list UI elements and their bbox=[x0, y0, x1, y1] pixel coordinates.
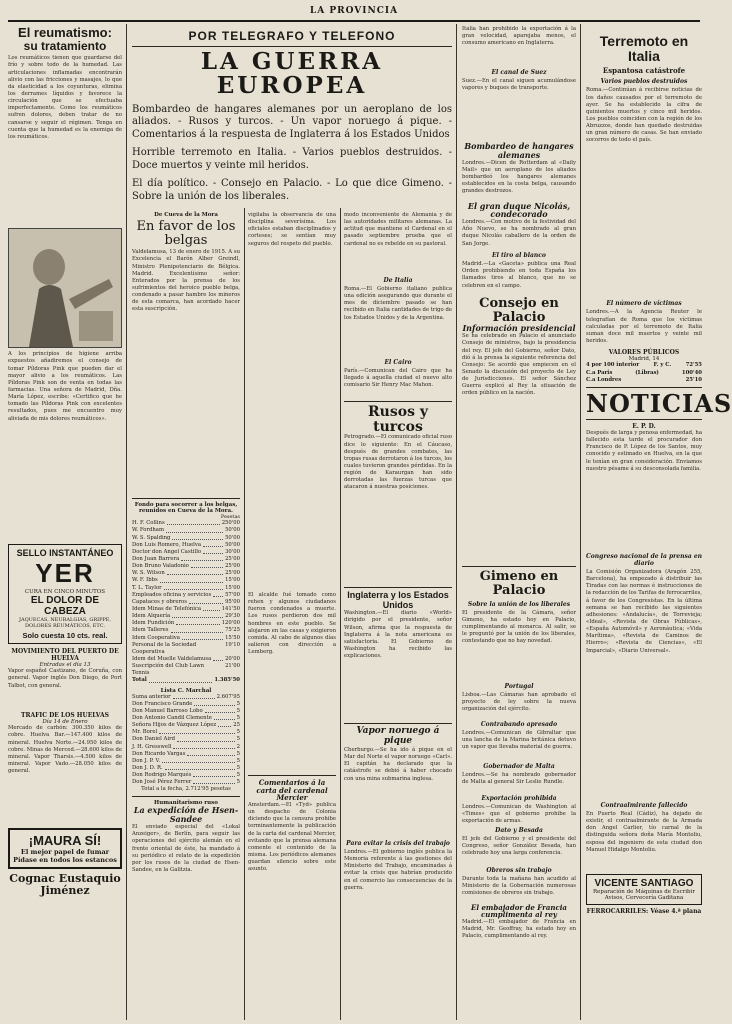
ambassador-title: El embajador de Francia cumplimenta al rey bbox=[471, 902, 567, 920]
list-item-name: Don Juan Barrera bbox=[132, 555, 180, 562]
ferrocarriles-note: FERROCARRILES: Véase 4.ª plana bbox=[586, 907, 702, 915]
list-item bbox=[132, 577, 240, 584]
list-item-amount: 15'50 bbox=[225, 634, 240, 641]
humanitarian-head: La expedición de Hsen-Sandee bbox=[133, 805, 239, 825]
list-item-name: W. S. Spalding bbox=[132, 534, 171, 541]
column-6 bbox=[586, 26, 732, 1020]
list-item bbox=[132, 715, 240, 722]
table-row bbox=[586, 377, 702, 384]
yer-line1: CURA EN CINCO MINUTOS bbox=[24, 589, 106, 596]
cairo-title: El Cairo bbox=[384, 359, 412, 366]
nicolas-body: Londres.—Con motivo de la festividad del Año Nuevo, se ha nombrado al gran duque Nicolás caballero de la orden de San Jorge. bbox=[462, 219, 576, 247]
list-item-amount: 95'00 bbox=[225, 598, 240, 605]
belgas-body: Valdelamusa, 13 de enero de 1915. A su Excelencia el Barón Alber Greindl, Ministro Plenipotenciario de Bélgica. Madrid. Excelentísimo señor: Enterados por la prensa de los sufrimientos del heroico pueblo belga, condenado a pasar hambre los mineros de esta comarca, han acordado hacer esta suscripción. bbox=[132, 249, 240, 313]
list-item bbox=[132, 736, 240, 743]
shot-title: El tiro al blanco bbox=[492, 252, 546, 260]
gimeno-title: Gimeno en Palacio bbox=[479, 569, 559, 598]
quake-sub-1: Varios pueblos destruidos bbox=[600, 78, 688, 86]
yer-advert bbox=[8, 544, 122, 644]
noticias-body: Después de larga y penosa enfermedad, ha fallecido esta tarde el procurador don Francisco de P. López de los Santos, muy conocido y estimado en Huelva, en la que le tenían en gran consideración. Enviamos nuestro pésame á su desconsolada familia. bbox=[586, 429, 702, 472]
maura-line2: Pídase en todos los estancos bbox=[13, 856, 117, 865]
column-rule bbox=[580, 24, 581, 1020]
contraband-title: Contrabando apresado bbox=[480, 720, 558, 728]
cognac-advert: Cognac Eustaquio Jiménez bbox=[9, 872, 121, 897]
wheat-body: Londres.—El gobierno inglés publica la Memoria referente á las gestiones del Ministerio del Trabajo, encaminadas á evitar la crisis que habrían producido en el comercio las consecuencias de la guerra. bbox=[344, 849, 452, 891]
list-item-amount: 5 bbox=[236, 707, 240, 714]
quake-deck: Espantosa catástrofe bbox=[602, 66, 686, 76]
list-item-amount: 5 bbox=[236, 700, 240, 707]
list-item-name: Don J. D. R. bbox=[132, 764, 163, 771]
england-body: Washington.—El diario «World» dirigido por el presidente, señor Wilson, afirma que la respuesta de Inglaterra á la nota americana es satisfactoria. El Gobierno de Washington ha recibido las explicaciones. bbox=[344, 610, 452, 660]
list-item bbox=[132, 663, 240, 677]
column-3 bbox=[248, 212, 336, 1020]
portugal-body: Lisboa.—Las Cámaras han aprobado el proyecto de ley sobre la nueva organización del ejército. bbox=[462, 691, 576, 712]
marchal-list bbox=[132, 694, 240, 787]
col3-body-1: vigilaba la observancia de una disciplina severísima. Los oficiales estaban disciplinados y corteses; se sentían muy seguros del respeto del pueblo. bbox=[248, 212, 336, 247]
death-body: En Puerto Real (Cádiz), ha dejado de existir, el contraalmirante de la Armada don Angel Carlier, tío carnal de la distinguida señora doña María Montoliu, esposa del ingeniero de esta ciudad don Manuel Hidalgo Montoliu. bbox=[586, 810, 702, 853]
maura-title: ¡MAURA SÍ! bbox=[28, 833, 102, 849]
reuma-headline-1: El reumatismo: bbox=[18, 25, 112, 40]
paper-name: LA PROVINCIA bbox=[309, 6, 399, 16]
list-item-amount: 57'00 bbox=[225, 591, 240, 598]
list-item-amount: 25 bbox=[233, 722, 240, 729]
values-date: Madrid, 14 bbox=[628, 356, 660, 363]
values-cell: C.a Paris bbox=[586, 369, 613, 376]
vicente-advert bbox=[586, 874, 702, 905]
col5-body-1: Italia han prohibido la exportación á la gran velocidad, aparejaba menos, el consumo americano en Inglaterra. bbox=[462, 26, 576, 47]
deck-3: El día político. - Consejo en Palacio. - Lo que dice Gimeno. - Sobre la unión de los liberales. bbox=[132, 178, 452, 202]
quake-body-2: Londres.—A la Agencia Reuter le telegrafían de Roma que los víctimas calculadas por el terremoto de Italia suman doce mil muertos y veinte mil heridos. bbox=[586, 309, 702, 344]
russians-title: Rusos y turcos bbox=[368, 404, 428, 435]
belgas-list-title: Fondo para socorrer a los belgas, reunidos en Cueva de la Mora. bbox=[134, 502, 238, 515]
column-2 bbox=[132, 212, 240, 1020]
list-item-name: J. H. Gresswell bbox=[132, 743, 172, 750]
council-sub: Información presidencial bbox=[462, 323, 576, 334]
workers-body: Durante toda la mañana han acudido al Ministerio de la Gobernación numerosas comisiones de obreros sin trabajo. bbox=[462, 875, 576, 896]
list-item-name: Don Rodrigo Marqués bbox=[132, 772, 192, 779]
list-item-amount: 25'00 bbox=[225, 563, 240, 570]
export-body: Londres.—Comunican de Washington al «Times» que el gobierno prohibe la exportación de armas. bbox=[462, 803, 576, 824]
list-item-name: Don Francisco Grande bbox=[132, 700, 193, 707]
list-item-name: Suscripción del Club Lawn Tennis bbox=[132, 663, 205, 677]
list-item-name: Doctor don Angel Castillo bbox=[132, 548, 202, 555]
list-item-amount: 50'00 bbox=[225, 534, 240, 541]
nicolas-title: El gran duque Nicolás, condecorado bbox=[467, 200, 571, 220]
list-item-amount: 2.607'95 bbox=[216, 693, 240, 700]
list-item-amount: 21'00 bbox=[225, 663, 240, 670]
list-item-name: Don Luis Romero, Huelva bbox=[132, 541, 201, 548]
suez-body: Suez.—En el canal siguen acumulándose vapores y buques de transporte. bbox=[462, 78, 576, 92]
list-item bbox=[132, 549, 240, 556]
contraband-body: Londres.—Comunican de Gibraltar que una lancha de la Marina británica detuvo un vapor que llevaba material de guerra. bbox=[462, 729, 576, 750]
traffic-sub: Día 14 de Enero bbox=[42, 719, 88, 726]
cairo-body: París.—Comunican del Cairo que ha llegado á aquella ciudad el nuevo alto comisario Sir Henry Mac Mahon. bbox=[344, 368, 452, 389]
yer-line2: EL DOLOR DE CABEZA bbox=[30, 595, 100, 618]
list-item-amount: 15'00 bbox=[225, 577, 240, 584]
column-rule bbox=[340, 208, 341, 1020]
quake-body-1: Roma.—Continúan á recibirse noticias de los daños causados por el terremoto de ayer. Se ha establecido la cifra de quinientos muertos y cinco mil heridos. Los pueblos coinciden con la región de los Abruzzos, donde han quedado destruidas un gran número de casas. Se han enviado socorros de todo el país. bbox=[586, 87, 702, 144]
banner-headline: LA GUERRA EUROPEA bbox=[200, 47, 384, 99]
list-item-name: Idem del Muelle Valdelamusa bbox=[132, 655, 212, 662]
list-item-name: Mr. Borel bbox=[132, 729, 158, 736]
hangars-title: Bombardeo de hangares alemanes bbox=[464, 141, 574, 160]
yer-line4: Solo cuesta 10 cts. real. bbox=[22, 631, 108, 641]
list-item-amount: 30'00 bbox=[225, 548, 240, 555]
humanitarian-title: Humanitarismo ruso bbox=[154, 800, 218, 807]
column-1 bbox=[8, 26, 122, 1020]
deck-2: Horrible terremoto en Italia. - Varios pueblos destruidos. - Doce muertos y veinte mil heridos. bbox=[132, 147, 452, 171]
list-item bbox=[132, 592, 240, 599]
list-item-name: W. S. Wilson bbox=[132, 570, 165, 577]
export-title: Exportación prohibida bbox=[481, 794, 557, 802]
list-item-amount: 5 bbox=[236, 750, 240, 757]
values-table bbox=[586, 362, 702, 383]
column-4 bbox=[344, 212, 452, 1020]
yer-brand: YER bbox=[35, 558, 95, 589]
deck-1: Bombardeo de hangares alemanes por un aeroplano de los aliados. - Rusos y turcos. - Un vapor noruego á pique. - Comentarios á la respuesta de Inglaterra á los Estados Unidos bbox=[132, 103, 452, 140]
belgas-total-row bbox=[132, 677, 240, 684]
list-item-name: Don Bruno Valadonio bbox=[132, 563, 189, 570]
list-item-name: Capataces y obreros bbox=[132, 598, 187, 605]
belgas-total-label: Total bbox=[132, 677, 147, 684]
port-body: Vapor español Castizano, de Coruña, con general. Vapor inglés Don Diego, de Port Talbot, con general. bbox=[8, 668, 122, 689]
list-item-amount: 5 bbox=[236, 779, 240, 786]
list-item-name: Don J. P. V. bbox=[132, 757, 161, 764]
list-item bbox=[132, 542, 240, 549]
italy-title: De Italia bbox=[383, 277, 413, 284]
list-item-amount: 50'00 bbox=[225, 527, 240, 534]
list-item bbox=[132, 520, 240, 527]
list-item bbox=[132, 627, 240, 634]
yer-top: SELLO INSTANTÁNEO bbox=[16, 548, 114, 559]
gimeno-body: El presidente de la Cámara, señor Gimeno, ha estado hoy en Palacio, cumplimentando al monarca. Al salir, se le preguntó por la unión de los liberales, contestando que no hay novedad. bbox=[462, 609, 576, 645]
shot-body: Madrid.—La «Gaceta» publica una Real Orden prohibiendo en toda España los llamados tiros al blanco, que no se celebren en el campo. bbox=[462, 261, 576, 289]
list-item bbox=[132, 729, 240, 736]
values-title: VALORES PÚBLICOS bbox=[608, 349, 680, 357]
wheat-title: Para evitar la crisis del trabajo bbox=[346, 840, 450, 848]
list-item-name: Idem Fundición bbox=[132, 620, 175, 627]
column-5 bbox=[462, 26, 576, 1020]
list-item-name: Personal de la Sociedad Cooperativa bbox=[132, 641, 197, 655]
list-item-amount: 5 bbox=[236, 736, 240, 743]
list-item-amount: 250'00 bbox=[221, 520, 240, 527]
table-row bbox=[586, 370, 702, 377]
malta-body: Londres.—Se ha nombrado gobernador de Malta al general Sir Leslie Rundle. bbox=[462, 771, 576, 785]
list-item-amount: 5 bbox=[236, 772, 240, 779]
list-item-name: H. F. Collins bbox=[132, 520, 165, 527]
list-item-name: Don Manuel Barroso Lobo bbox=[132, 707, 203, 714]
list-item-name: Don Daniel Aird bbox=[132, 736, 175, 743]
marchal-list-title: Lista C. Marchal bbox=[160, 687, 212, 694]
norway-title: Vapor noruego á pique bbox=[356, 726, 440, 747]
table-row bbox=[586, 362, 702, 369]
ambassador-body: Madrid.—El embajador de Francia en Madrid, Mr. Geoffray, ha estado hoy en Palacio, cumplimentando al rey. bbox=[462, 918, 576, 940]
belgas-list bbox=[132, 520, 240, 677]
list-item-amount: 5 bbox=[236, 714, 240, 721]
dato-title: Dato y Besada bbox=[495, 826, 543, 834]
england-title: Inglaterra y los Estados Unidos bbox=[347, 590, 449, 610]
quake-sub-2: El número de víctimas bbox=[606, 300, 682, 308]
vicente-line1: Reparación de Máquinas de Escribir bbox=[593, 888, 695, 895]
list-item-name: Don Antonio Candil Clemente bbox=[132, 714, 212, 721]
portugal-title: Portugal bbox=[504, 682, 534, 690]
italy-body: Roma.—El Gobierno italiano publica una edición asegurando que durante el mes de diciembre pasado se han recibido en Italia cantidades de trigo de los Estados Unidos y de la Argentina. bbox=[344, 286, 452, 321]
council-title: Consejo en Palacio bbox=[479, 296, 559, 325]
vicente-line2: Avisos, Cervecería Gaditana bbox=[604, 894, 684, 901]
list-item-name: Idem Cooperativa bbox=[132, 634, 180, 641]
belgas-kicker: De Cueva de la Mora bbox=[154, 212, 218, 218]
list-item-name: Empleados oficina y servicios bbox=[132, 591, 212, 598]
yer-line3: JAQUECAS, NEURALGIAS, GRIPPE, DOLORES REUMÁTICOS, ETC. bbox=[18, 617, 112, 630]
belgas-total: 1.385'50 bbox=[214, 677, 240, 684]
advert-illustration bbox=[8, 228, 122, 348]
list-item-amount: 5 bbox=[236, 757, 240, 764]
list-item bbox=[132, 701, 240, 708]
maura-line1: El mejor papel de fumar bbox=[20, 848, 110, 857]
noticias-title: NOTICIAS bbox=[586, 388, 732, 418]
list-item bbox=[132, 765, 240, 772]
list-item-amount: 19'10 bbox=[225, 641, 240, 648]
suez-title: El canal de Suez bbox=[491, 69, 547, 76]
column-rule bbox=[456, 24, 457, 1020]
list-item bbox=[132, 563, 240, 570]
values-cell: (Libras) bbox=[635, 369, 659, 376]
values-cell: 72'55 bbox=[685, 362, 702, 369]
belgas-headline: En favor de los belgas bbox=[136, 219, 236, 248]
list-item-name: W. F. Ibbs bbox=[132, 577, 158, 584]
list-item bbox=[132, 599, 240, 606]
list-item-name: T. L. Taylor bbox=[132, 584, 162, 591]
list-item bbox=[132, 751, 240, 758]
quake-headline: Terremoto en Italia bbox=[599, 33, 689, 64]
malta-title: Gobernador de Malta bbox=[483, 762, 555, 770]
list-item-amount: 5 bbox=[236, 729, 240, 736]
values-cell: C.a Londres bbox=[586, 376, 622, 383]
list-item bbox=[132, 635, 240, 642]
russians-body: Petrogrado.—El comunicado oficial ruso dice lo siguiente: En el Cáucaso, después de grandes combates, las tropas rusas derrotaron á los turcos, los cuales tuvieron grandes pérdidas. En la región de Karaurgan han sido derrotadas las fuerzas turcas que atacaron á nuestras posiciones. bbox=[344, 434, 452, 491]
list-item bbox=[132, 758, 240, 765]
list-item-name: Don Ricardo Vargas bbox=[132, 750, 186, 757]
comment-title: Comentarios á la carta del cardenal Mercier bbox=[256, 778, 328, 803]
list-item bbox=[132, 722, 240, 729]
main-header bbox=[132, 26, 452, 206]
list-item bbox=[132, 708, 240, 715]
list-item-name: Idem Talleres bbox=[132, 627, 169, 634]
reuma-body-1: Los reumáticos tienen que guardarse del frío y sobre todo de la humedad. Las articulaciones inflamadas encontrarán alivio con las fricciones y masajes, lo que da elasticidad a los coyunturas, elimina los derrames líquidos y favorece la circulación que se efectuaba imperfectamente. Como los reumáticos sufren dolores, deben tratar de no cansarse y seguir el régimen. Tenga en cuenta que la humedad es la enemiga de los reumáticos. bbox=[8, 55, 122, 140]
values-cell: 100'40 bbox=[681, 369, 702, 376]
masthead bbox=[8, 2, 700, 22]
list-item-name: Don José Pérez Ferrer bbox=[132, 779, 192, 786]
list-item-name: Idem Alquería bbox=[132, 613, 171, 620]
list-item-amount: 29'30 bbox=[225, 613, 240, 620]
humanitarian-body: El enviado especial del «Lokal Anzeiger», de Berlín, para seguir las operaciones del ejército alemán en el frente oriental de éste, ha mandado á su periódico el relato de la expedición por los rusos de la ciudad de Hsen-Sandee, en la Galitzia. bbox=[132, 824, 240, 873]
list-item bbox=[132, 556, 240, 563]
values-cell: 4 por 100 interior bbox=[586, 362, 640, 369]
list-item-amount: 25'00 bbox=[225, 570, 240, 577]
list-item-name: Señora Hijos de Vázquez López bbox=[132, 722, 217, 729]
reuma-headline-2: su tratamiento bbox=[23, 38, 107, 53]
list-item-amount: 5 bbox=[236, 764, 240, 771]
list-item-amount: 2 bbox=[236, 743, 240, 750]
list-item-name: W. Fordham bbox=[132, 527, 164, 534]
marchal-total: Total a la fecha, 2.712'95 pesetas bbox=[141, 786, 231, 793]
norway-body: Cherburgo.—Se ha ido á pique en el Mar del Norte el vapor noruego «Carl». El capitán ha declarado que la catástrofe se debió á haber chocado con una mina submarina inglesa. bbox=[344, 747, 452, 782]
council-body: Se ha celebrado en Palacio el anunciado Consejo de ministros, bajo la presidencia del rey. El jefe del Gobierno, señor Dato, dió á la prensa la siguiente referencia del Consejo: Se acordó que empiecen en el Senado la discusión del proyecto de Ley de Jurisdicciones. El señor Sánchez Guerra explicó al Rey la situación de orden público en la nación. bbox=[462, 333, 576, 397]
list-item bbox=[132, 570, 240, 577]
values-cell: F. y C. bbox=[653, 362, 672, 369]
reuma-body-2: A los principios de higiene arriba expuestos añadiremos el consejo de tomar Píldoras Pink que pueden dar el mayor alivio a los reumáticos. Las Píldoras Pink son de venta en todas las farmacias. Una señora de Madrid, Dña. María López, escribe: «Certifico que he tomado las Píldoras Pink con excelentes resultados, pues me encuentro muy aliviada de mis dolores reumáticos». bbox=[8, 351, 122, 422]
list-item-name: Suma anterior bbox=[132, 693, 171, 700]
workers-title: Obreros sin trabajo bbox=[486, 866, 552, 874]
port-title: MOVIMIENTO DEL PUERTO DE HUELVA bbox=[11, 648, 119, 663]
list-item bbox=[132, 585, 240, 592]
list-item bbox=[132, 535, 240, 542]
list-item-amount: 141'50 bbox=[221, 605, 240, 612]
list-item-amount: 25'00 bbox=[225, 555, 240, 562]
list-item-amount: 120'00 bbox=[221, 620, 240, 627]
section-head: POR TELEGRAFO Y TELEFONO bbox=[188, 29, 396, 43]
values-cell: 25'10 bbox=[685, 376, 702, 383]
noticias-sub: E. P. D. bbox=[632, 422, 656, 430]
column-rule bbox=[126, 24, 127, 1020]
list-item bbox=[132, 620, 240, 627]
list-item-name: Idem Minas de Telefónica bbox=[132, 605, 202, 612]
traffic-title: TRAFIC DE LOS HUELVAS bbox=[21, 712, 109, 720]
col4-body-1: modo inconveniente de Alemania y de las autoridades militares alemanas. La actitud que mantiene el Cardenal en el pasado septiembre prueba que el cardenal no es rebelde en su pastoral. bbox=[344, 212, 452, 247]
list-item bbox=[132, 744, 240, 751]
list-item bbox=[132, 779, 240, 786]
col3-body-2: El alcalde fué tomado como rehen y algunos ciudadanos fueron condenados a muerte. Los rusos perdieron dos mil hombres en este pueblo. Se alojaron en las casas y exigieron comida. Al cabo de algunos días salieron con dirección a Lemberg. bbox=[248, 592, 336, 656]
list-item-amount: 50'00 bbox=[225, 541, 240, 548]
list-item-amount: 20'00 bbox=[225, 655, 240, 662]
hangars-body: Londres.—Dicen de Rotterdam al «Daily Mail» que un aeroplano de los aliados bombardeó los hangares alemanes establecidos en la costa belga, causando grandes destrozos. bbox=[462, 159, 576, 195]
list-item bbox=[132, 527, 240, 534]
congress-body: La Comisión Organizadora (Aragón 255, Barcelona), ha empezado á distribuir las Tiradas con las normas é instrucciones de la redacción de los Tarifas de ferrocarriles, á favor de los Congresistas. En la última semana se han recibido las siguientes adhesiones: «Andalucía», de Torrevieja; «Ideal», «Revista de Obras Públicas», «España Automóvil» y Aeronáutica; «Vida Marítima», «Revista de Caminos de Hierro»; «Revista de Ciencias», «El Imparcial», «Diario Universal». bbox=[586, 568, 702, 654]
vicente-title: VICENTE SANTIAGO bbox=[594, 877, 694, 889]
congress-title: Congreso nacional de la prensa en diario bbox=[586, 552, 703, 567]
maura-advert bbox=[8, 828, 122, 869]
port-sub: Entradas el día 13 bbox=[39, 662, 91, 669]
traffic-body: Mercado de carbón: 300.350 kilos de cobre. Huelva Bar.—147.400 kilos de mineral. Huelva Norte.—24.950 kilos de cobre. Minas de Merced.—28.600 kilos de mineral. Vapor Tharsis.—4.500 kilos de mineral. Vapor Vado.—28.050 kilos de general. bbox=[8, 725, 122, 775]
list-item-amount: 15'00 bbox=[225, 584, 240, 591]
gimeno-sub: Sobre la unión de los liberales bbox=[467, 600, 571, 608]
dato-body: El jefe del Gobierno y el presidente del Congreso, señor González Besada, han celebrado hoy una larga conferencia. bbox=[462, 835, 576, 856]
belgas-list-header: Pesetas bbox=[220, 514, 240, 521]
death-title: Contraalmirante fallecido bbox=[600, 801, 688, 809]
list-item bbox=[132, 694, 240, 701]
column-rule bbox=[244, 208, 245, 1020]
list-item-amount: 75'25 bbox=[225, 627, 240, 634]
comment-body: Amsterdam.—El «Tyd» publica un despacho de Colonia diciendo que la censura prohibe terminantemente la publicación de la carta del cardenal Mercier, evitando que la prensa alemana comente el contenido de la misma. Los periódicos alemanes guardan silencio sobre este asunto. bbox=[248, 802, 336, 873]
list-item bbox=[132, 642, 240, 656]
woman-illustration-icon bbox=[9, 229, 121, 347]
